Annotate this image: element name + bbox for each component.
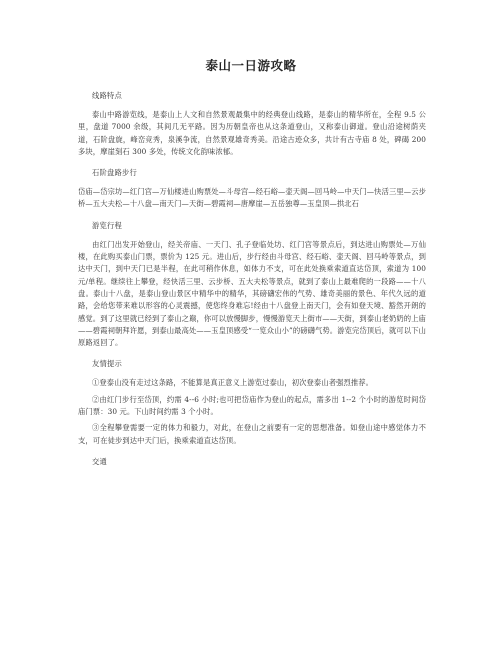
section-heading: 交通 <box>92 456 107 466</box>
section-heading: 线路特点 <box>92 91 122 100</box>
section-heading: 游览行程 <box>92 220 122 230</box>
paragraph: 泰山中路游览线，是泰山上人文和自然景观最集中的经典登山线路，是泰山的精华所在，全程 9.5 公里，盘道 7000 余级，其间几无平路。因为历朝皇帝也从这条道登山，又称泰山御道。登山沿途树荫夹道，石阶盘旋，峰峦竞秀，泉溪争流，自然景观雄奇秀美。沿途古迹众多，共计有古寺庙 8 处，碑碣 200 多块，摩崖刻石 300 多处，传统文化韵味浓郁。 <box>78 110 426 156</box>
section-transport <box>0 457 502 467</box>
section-route-features <box>0 91 502 158</box>
section-tips <box>0 359 502 446</box>
section-heading: 石阶盘路步行 <box>92 168 137 178</box>
page-title: 泰山一日游攻略 <box>205 58 297 73</box>
paragraph: ③全程攀登需要一定的体力和毅力，对此，在登山之前要有一定的思想准备。如登山途中感觉体力不支，可在徒步到达中天门后，换乘索道直达岱顶。 <box>78 423 426 445</box>
paragraph: ①登泰山没有走过这条路，不能算是真正意义上游览过泰山，初次登泰山者强烈推荐。 <box>92 378 374 388</box>
section-heading: 友情提示 <box>92 359 122 369</box>
paragraph: ②由红门步行至岱顶，约需 4--6 小时;也可把岱庙作为登山的起点，需多出 1--2 个小时的游览时间岱庙门票：30 元。下山时间约需 3 个小时。 <box>78 394 426 417</box>
section-stone-steps <box>0 168 502 211</box>
paragraph: 由红门出发开始登山，经关帝庙、一天门、孔子登临处坊、红门宫等景点后，到达进山购票处—万仙楼，在此购买泰山门票，票价为 125 元。进山后，步行经由斗母宫、经石峪、壶天阁、回马岭等景点，到达中天门，到中天门已是半程，在此可稍作休息，如体力不支，可在此处换乘索道直达岱顶，索道为 100 元/单程。继续往上攀登，经快活三里、云步桥、五大夫松等景点，就到了泰山上最难爬的一段路——十八盘。泰山十八盘，是泰山登山景区中精华中的精华，其磅礴宏伟的气势、雄奇美丽的景色、年代久远的道路，会给您带来难以形容的心灵震撼，使您终身难忘!经由十八盘登上南天门，会有如登天境、豁然开朗的感觉。到了这里就已经到了泰山之巅，你可以放慢脚步，慢慢游览天上街市——天街，到泰山老奶奶的上庙——碧霞祠朝拜许愿，到泰山最高处——玉皇顶感受“一览众山小”的磅礴气势。游览完岱顶后，就可以下山原路返回了。 <box>78 239 426 348</box>
section-itinerary <box>0 221 502 350</box>
paragraph: 岱庙—岱宗坊—红门宫—万仙楼进山购票处—斗母宫—经石峪—壶天阁—回马岭—中天门—快活三里—云步桥—五大夫松—十八盘—南天门—天街—碧霞祠—唐摩崖—五岳独尊—玉皇顶—拱北石 <box>78 187 426 209</box>
